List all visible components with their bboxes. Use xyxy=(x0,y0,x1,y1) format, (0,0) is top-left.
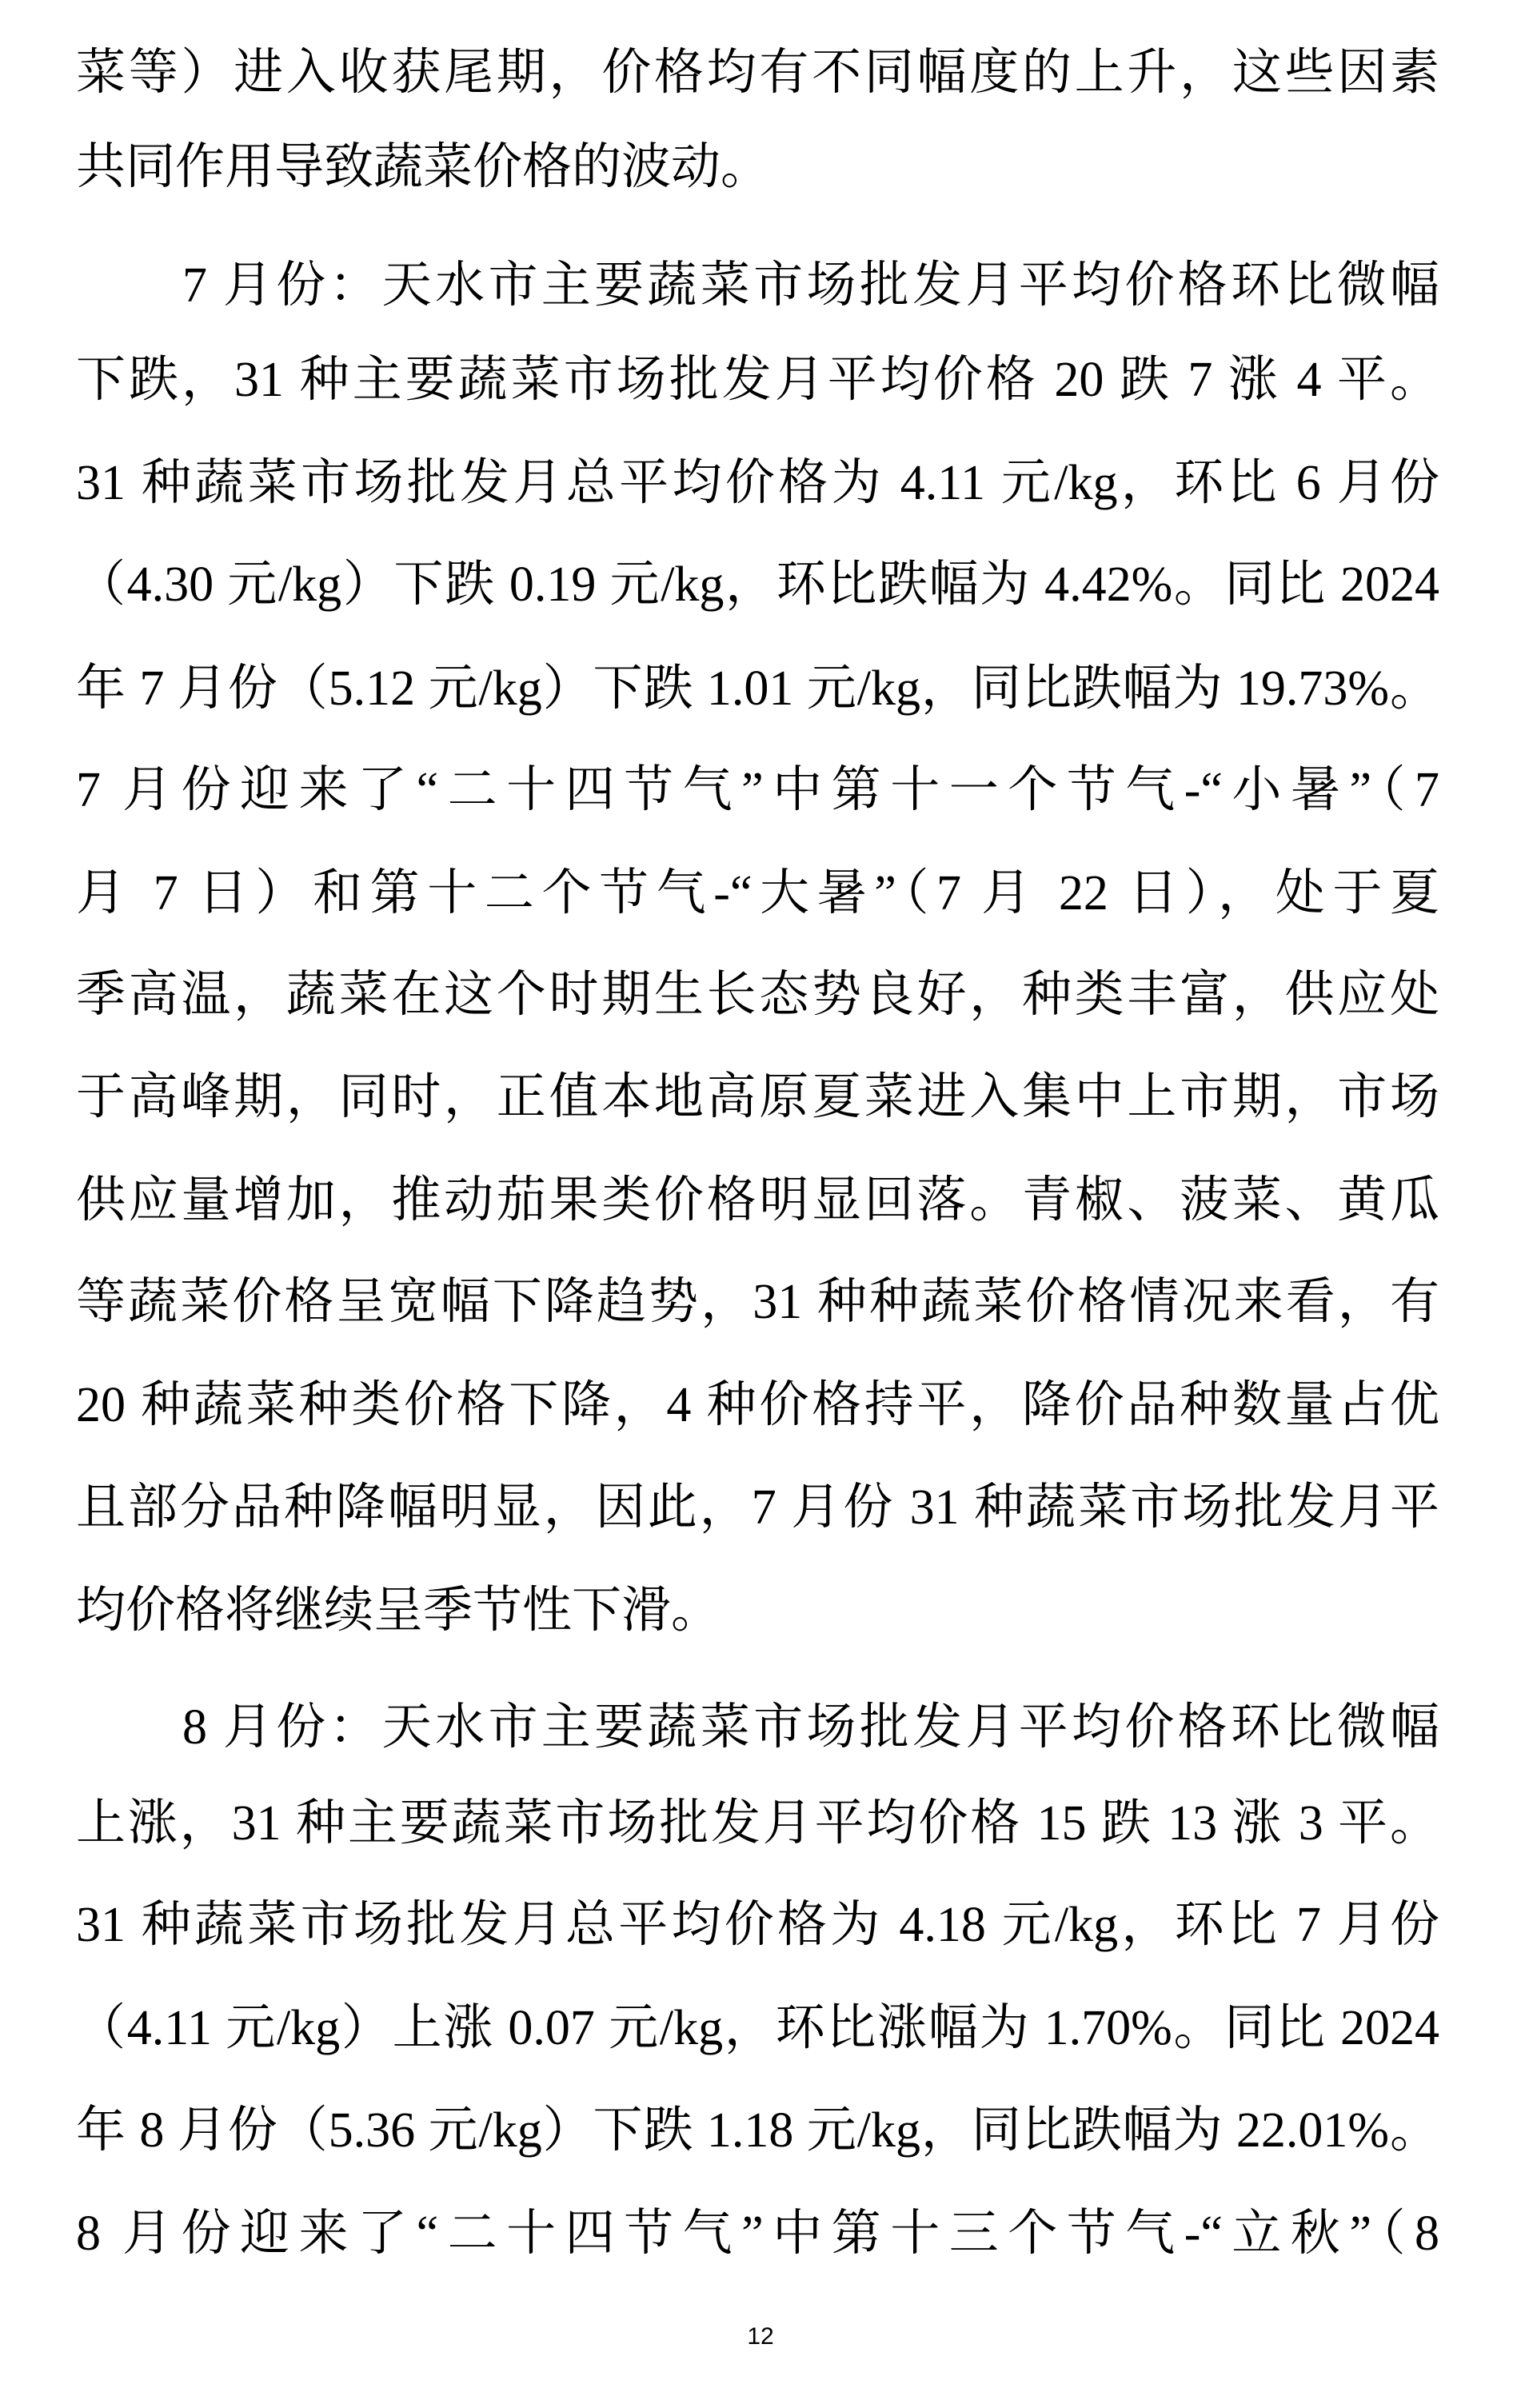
text-line: （4.30 元/kg）下跌 0.19 元/kg，环比跌幅为 4.42%。同比 2024 xyxy=(76,557,1439,612)
page-number: 12 xyxy=(747,2323,774,2350)
text-line: 下跌，31 种主要蔬菜市场批发月平均价格 20 跌 7 涨 4 平。 xyxy=(76,353,1439,407)
text-line: （4.11 元/kg）上涨 0.07 元/kg，环比涨幅为 1.70%。同比 2024 xyxy=(76,2001,1439,2055)
text-line: 均价格将继续呈季节性下滑。 xyxy=(76,1583,721,1638)
text-line: 8 月份迎来了“二十四节气”中第十三个节气-“立秋”（8 xyxy=(76,2206,1439,2261)
text-line: 年 7 月份（5.12 元/kg）下跌 1.01 元/kg，同比跌幅为 19.73%。 xyxy=(76,661,1439,716)
text-line: 7 月份迎来了“二十四节气”中第十一个节气-“小暑”（7 xyxy=(76,763,1439,817)
text-line: 共同作用导致蔬菜价格的波动。 xyxy=(76,140,771,194)
text-line: 供应量增加，推动茄果类价格明显回落。青椒、菠菜、黄瓜 xyxy=(76,1173,1439,1228)
text-line: 20 种蔬菜种类价格下降，4 种价格持平，降价品种数量占优 xyxy=(76,1378,1439,1432)
text-line: 于高峰期，同时，正值本地高原夏菜进入集中上市期，市场 xyxy=(76,1070,1439,1124)
text-line: 31 种蔬菜市场批发月总平均价格为 4.11 元/kg，环比 6 月份 xyxy=(76,456,1439,510)
text-line: 且部分品种降幅明显，因此，7 月份 31 种蔬菜市场批发月平 xyxy=(76,1480,1439,1535)
text-line: 年 8 月份（5.36 元/kg）下跌 1.18 元/kg，同比跌幅为 22.01%。 xyxy=(76,2103,1439,2158)
text-line: 月 7 日）和第十二个节气-“大暑”（7 月 22 日），处于夏 xyxy=(76,866,1439,920)
text-line: 8 月份：天水市主要蔬菜市场批发月平均价格环比微幅 xyxy=(182,1700,1439,1755)
text-line: 等蔬菜价格呈宽幅下降趋势，31 种种蔬菜价格情况来看，有 xyxy=(76,1275,1439,1329)
text-line: 季高温，蔬菜在这个时期生长态势良好，种类丰富，供应处 xyxy=(76,968,1439,1022)
text-line: 上涨，31 种主要蔬菜市场批发月平均价格 15 跌 13 涨 3 平。 xyxy=(76,1796,1439,1851)
text-line: 菜等）进入收获尾期，价格均有不同幅度的上升，这些因素 xyxy=(76,46,1439,100)
text-line: 7 月份：天水市主要蔬菜市场批发月平均价格环比微幅 xyxy=(182,258,1439,313)
text-line: 31 种蔬菜市场批发月总平均价格为 4.18 元/kg，环比 7 月份 xyxy=(76,1898,1439,1952)
